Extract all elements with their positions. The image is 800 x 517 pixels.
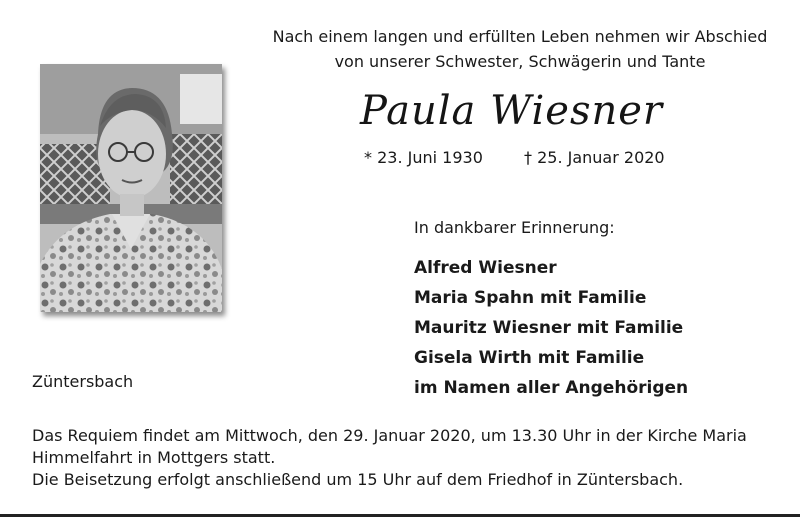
portrait-image (40, 64, 222, 312)
mourner-item: Gisela Wirth mit Familie (414, 348, 645, 368)
intro-text (250, 24, 790, 74)
deceased-name: Paula Wiesner (360, 88, 664, 134)
notice-line-2: Himmelfahrt in Mottgers statt. (32, 448, 276, 467)
mourner-item: Maria Spahn mit Familie (414, 288, 647, 308)
mourners-list (414, 253, 688, 403)
birth-date: * 23. Juni 1930 (364, 148, 483, 167)
intro-line-1: Nach einem langen und erfüllten Leben nehmen wir Abschied (272, 27, 768, 46)
notice-line-3: Die Beisetzung erfolgt anschließend um 15 Uhr auf dem Friedhof in Züntersbach. (32, 470, 684, 489)
mourner-item: im Namen aller Angehörigen (414, 378, 689, 398)
mourner-item: Alfred Wiesner (414, 258, 557, 278)
service-notice (32, 425, 792, 491)
death-date: † 25. Januar 2020 (524, 148, 665, 167)
place-name: Züntersbach (32, 372, 134, 391)
mourner-item: Mauritz Wiesner mit Familie (414, 318, 684, 338)
memory-intro: In dankbarer Erinnerung: (414, 218, 615, 237)
portrait-photo (40, 64, 222, 312)
intro-line-2: von unserer Schwester, Schwägerin und Tante (334, 52, 706, 71)
notice-line-1: Das Requiem findet am Mittwoch, den 29. Januar 2020, um 13.30 Uhr in der Kirche Maria (32, 426, 747, 445)
